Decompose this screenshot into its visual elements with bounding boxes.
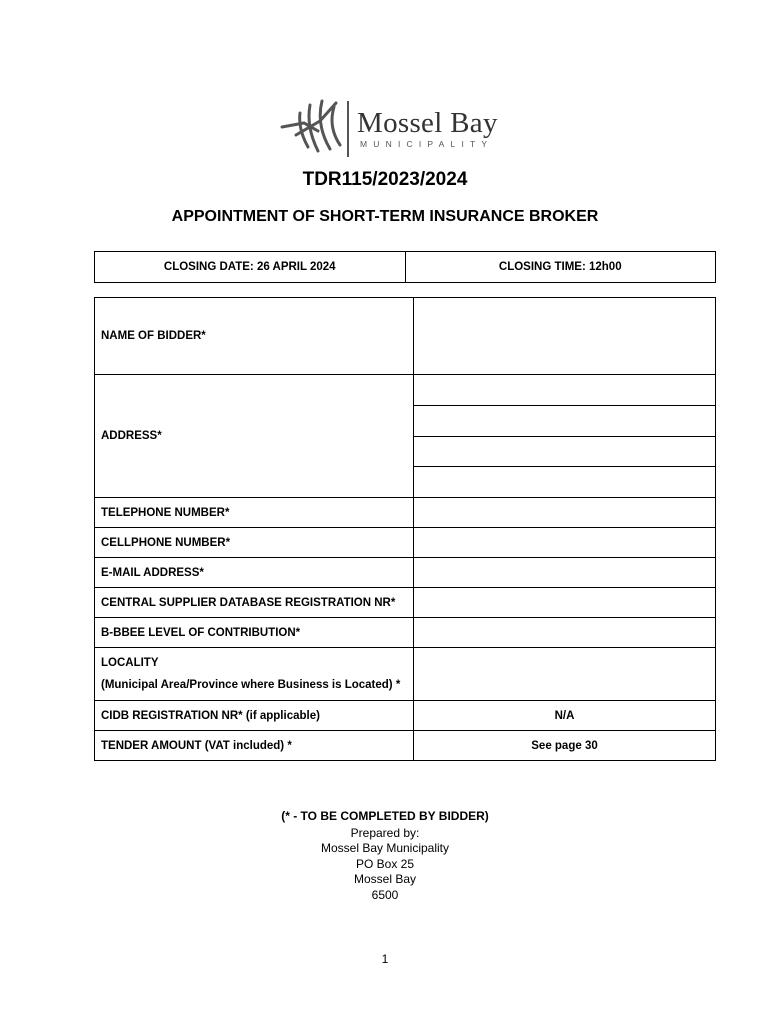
town: Mossel Bay — [353, 872, 417, 886]
prepared-by: Prepared by: — [350, 825, 420, 840]
bbbee-label: B-BBEE LEVEL OF CONTRIBUTION* — [95, 618, 414, 648]
logo-subtitle: MUNICIPALITY — [360, 139, 494, 149]
po-box: PO Box 25 — [355, 856, 415, 871]
municipality-logo — [278, 95, 498, 161]
locality-title: LOCALITY — [101, 657, 159, 669]
telephone-field[interactable] — [414, 498, 716, 528]
cellphone-field[interactable] — [414, 528, 716, 558]
address-label: ADDRESS* — [95, 375, 414, 498]
cidb-value: N/A — [414, 701, 716, 731]
name-of-bidder-field[interactable] — [414, 298, 716, 375]
tender-number: TDR115/2023/2024 — [302, 169, 468, 190]
completion-note: (* - TO BE COMPLETED BY BIDDER) — [281, 809, 489, 823]
email-label: E-MAIL ADDRESS* — [95, 558, 414, 588]
address-line-1-field[interactable] — [414, 375, 716, 406]
tender-amount-value: See page 30 — [414, 731, 716, 761]
cellphone-label: CELLPHONE NUMBER* — [95, 528, 414, 558]
page-number: 1 — [381, 952, 389, 966]
csd-label: CENTRAL SUPPLIER DATABASE REGISTRATION NR* — [95, 588, 414, 618]
address-line-4-field[interactable] — [414, 467, 716, 498]
document-title: APPOINTMENT OF SHORT-TERM INSURANCE BROKER — [171, 208, 599, 225]
cidb-label: CIDB REGISTRATION NR* (if applicable) — [95, 701, 414, 731]
footer — [0, 809, 770, 903]
logo-emblem-icon — [278, 95, 348, 161]
locality-note: (Municipal Area/Province where Business is Located) * — [101, 679, 401, 691]
telephone-label: TELEPHONE NUMBER* — [95, 498, 414, 528]
locality-label — [95, 648, 414, 701]
bidder-details-table — [94, 297, 716, 761]
email-field[interactable] — [414, 558, 716, 588]
name-of-bidder-label: NAME OF BIDDER* — [95, 298, 414, 375]
logo-divider — [347, 101, 349, 157]
bbbee-field[interactable] — [414, 618, 716, 648]
postal-code: 6500 — [371, 887, 399, 902]
closing-time: CLOSING TIME: 12h00 — [405, 252, 716, 283]
csd-field[interactable] — [414, 588, 716, 618]
logo-name: Mossel Bay — [357, 107, 498, 139]
closing-date: CLOSING DATE: 26 APRIL 2024 — [95, 252, 406, 283]
locality-field[interactable] — [414, 648, 716, 701]
closing-table — [94, 251, 716, 283]
tender-amount-label: TENDER AMOUNT (VAT included) * — [95, 731, 414, 761]
address-line-3-field[interactable] — [414, 437, 716, 467]
prepared-org: Mossel Bay Municipality — [320, 841, 450, 855]
address-line-2-field[interactable] — [414, 406, 716, 437]
